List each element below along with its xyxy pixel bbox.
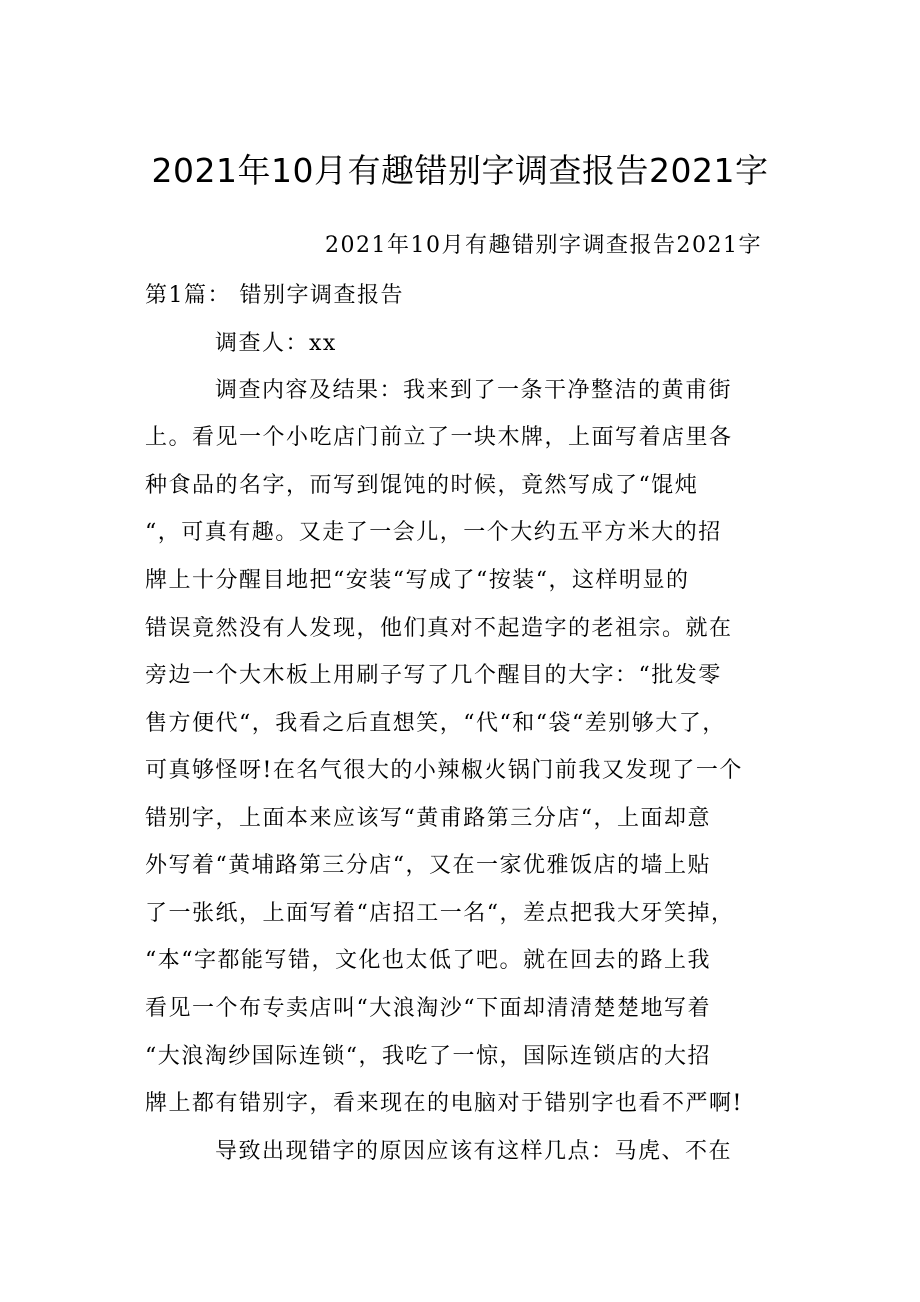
paragraph-line: 种食品的名字，而写到馄饨的时候，竟然写成了“馄炖 xyxy=(145,473,699,498)
paragraph-line: 错别字，上面本来应该写“黄甫路第三分店“，上面却意 xyxy=(145,806,711,831)
paragraph-line: 牌上十分醒目地把“安装“写成了“按装“，这样明显的 xyxy=(145,568,690,593)
paragraph-line: 旁边一个大木板上用刷子写了几个醒目的大字：“批发零 xyxy=(145,663,722,688)
document-title: 2021年10月有趣错别字调查报告2021字 xyxy=(151,151,769,190)
paragraph-line: 调查人：xx xyxy=(215,331,337,356)
paragraph-line: 外写着“黄埔路第三分店“，又在一家优雅饭店的墙上贴 xyxy=(145,853,711,878)
paragraph-line: 调查内容及结果：我来到了一条干净整洁的黄甫街 xyxy=(215,378,733,403)
paragraph-line: 售方便代“，我看之后直想笑，“代“和“袋“差别够大了， xyxy=(145,711,726,736)
paragraph-line: 看见一个布专卖店叫“大浪淘沙“下面却清清楚楚地写着 xyxy=(145,996,711,1021)
paragraph-line: 牌上都有错别字，看来现在的电脑对于错别字也看不严啊! xyxy=(145,1091,743,1116)
paragraph-line: 上。看见一个小吃店门前立了一块木牌，上面写着店里各 xyxy=(145,425,733,450)
paragraph-line: “大浪淘纱国际连锁“，我吃了一惊，国际连锁店的大招 xyxy=(145,1044,711,1069)
paragraph-line: 导致出现错字的原因应该有这样几点：马虎、不在 xyxy=(215,1139,733,1164)
paragraph-line: 可真够怪呀!在名气很大的小辣椒火锅门前我又发现了一个 xyxy=(145,758,743,783)
section-heading: 第1篇： 错别字调查报告 xyxy=(145,283,404,308)
paragraph-line: 错误竟然没有人发现，他们真对不起造字的老祖宗。就在 xyxy=(145,616,733,641)
paragraph-line: “，可真有趣。又走了一会儿，一个大约五平方米大的招 xyxy=(145,520,722,545)
paragraph-line: 了一张纸，上面写着“店招工一名“，差点把我大牙笑掉， xyxy=(145,901,735,926)
paragraph-line: “本“字都能写错，文化也太低了吧。就在回去的路上我 xyxy=(145,948,711,973)
document-subtitle: 2021年10月有趣错别字调查报告2021字 xyxy=(325,233,762,258)
